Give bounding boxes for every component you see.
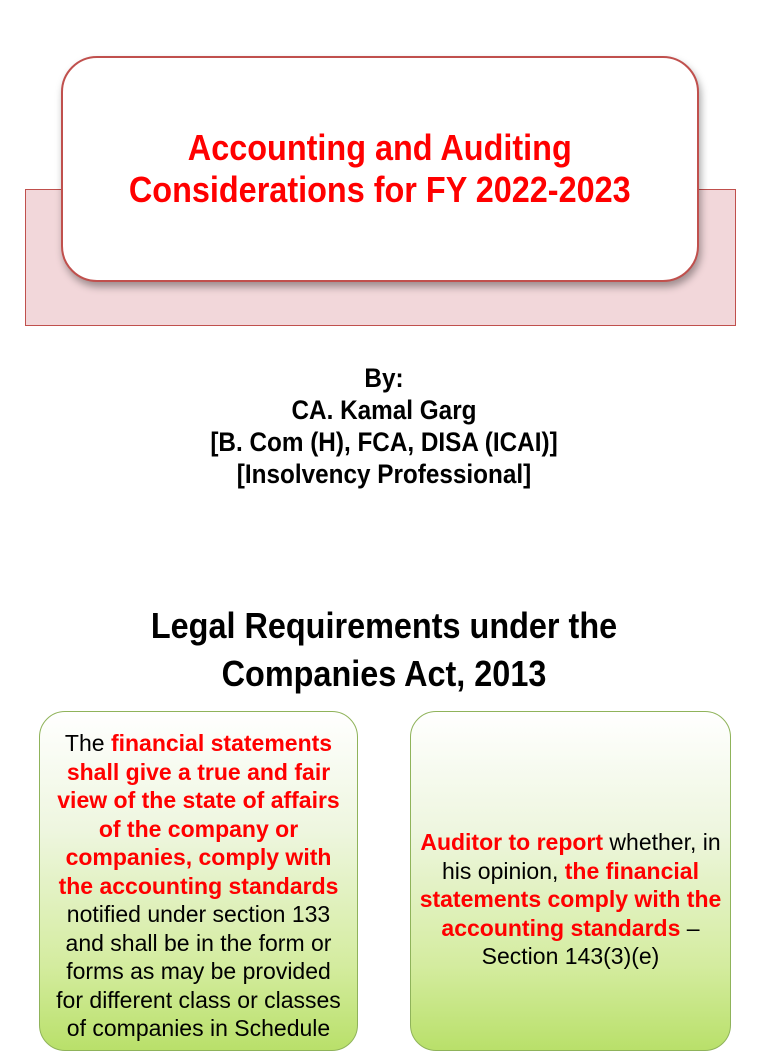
right-card-highlight-1: Auditor to report	[420, 829, 604, 855]
author-by: By:	[364, 363, 404, 393]
page-title	[129, 127, 631, 211]
author-name: CA. Kamal Garg	[291, 395, 477, 425]
section-heading-line-2: Companies Act, 2013	[221, 653, 547, 694]
left-card-text	[52, 729, 345, 1043]
right-requirement-card	[410, 711, 731, 1051]
left-card-rest: notified under section 133 and shall be in the form or forms as may be provided for different class or classes of companies in Schedule	[56, 901, 341, 1041]
right-card-text	[419, 828, 722, 971]
right-card-text-1: whether, in his opinion,	[442, 829, 721, 884]
left-card-highlight: financial statements shall give a true and fair view of the state of affairs of the company or companies, comply with the accounting standards	[57, 730, 340, 899]
author-designation: [Insolvency Professional]	[236, 459, 532, 489]
title-line-2: Considerations for FY 2022-2023	[129, 169, 631, 210]
right-card-highlight-2: the financial statements comply with the accounting standards	[419, 857, 722, 941]
right-card-text-2: – Section 143(3)(e)	[481, 914, 700, 969]
section-heading-line-1: Legal Requirements under the	[150, 605, 618, 646]
author-qualifications: [B. Com (H), FCA, DISA (ICAI)]	[210, 427, 558, 457]
title-line-1: Accounting and Auditing	[188, 127, 572, 168]
left-requirement-card	[39, 711, 358, 1051]
left-card-intro: The	[64, 730, 111, 756]
author-block	[0, 362, 768, 490]
section-heading	[0, 602, 768, 698]
title-box	[61, 56, 699, 282]
